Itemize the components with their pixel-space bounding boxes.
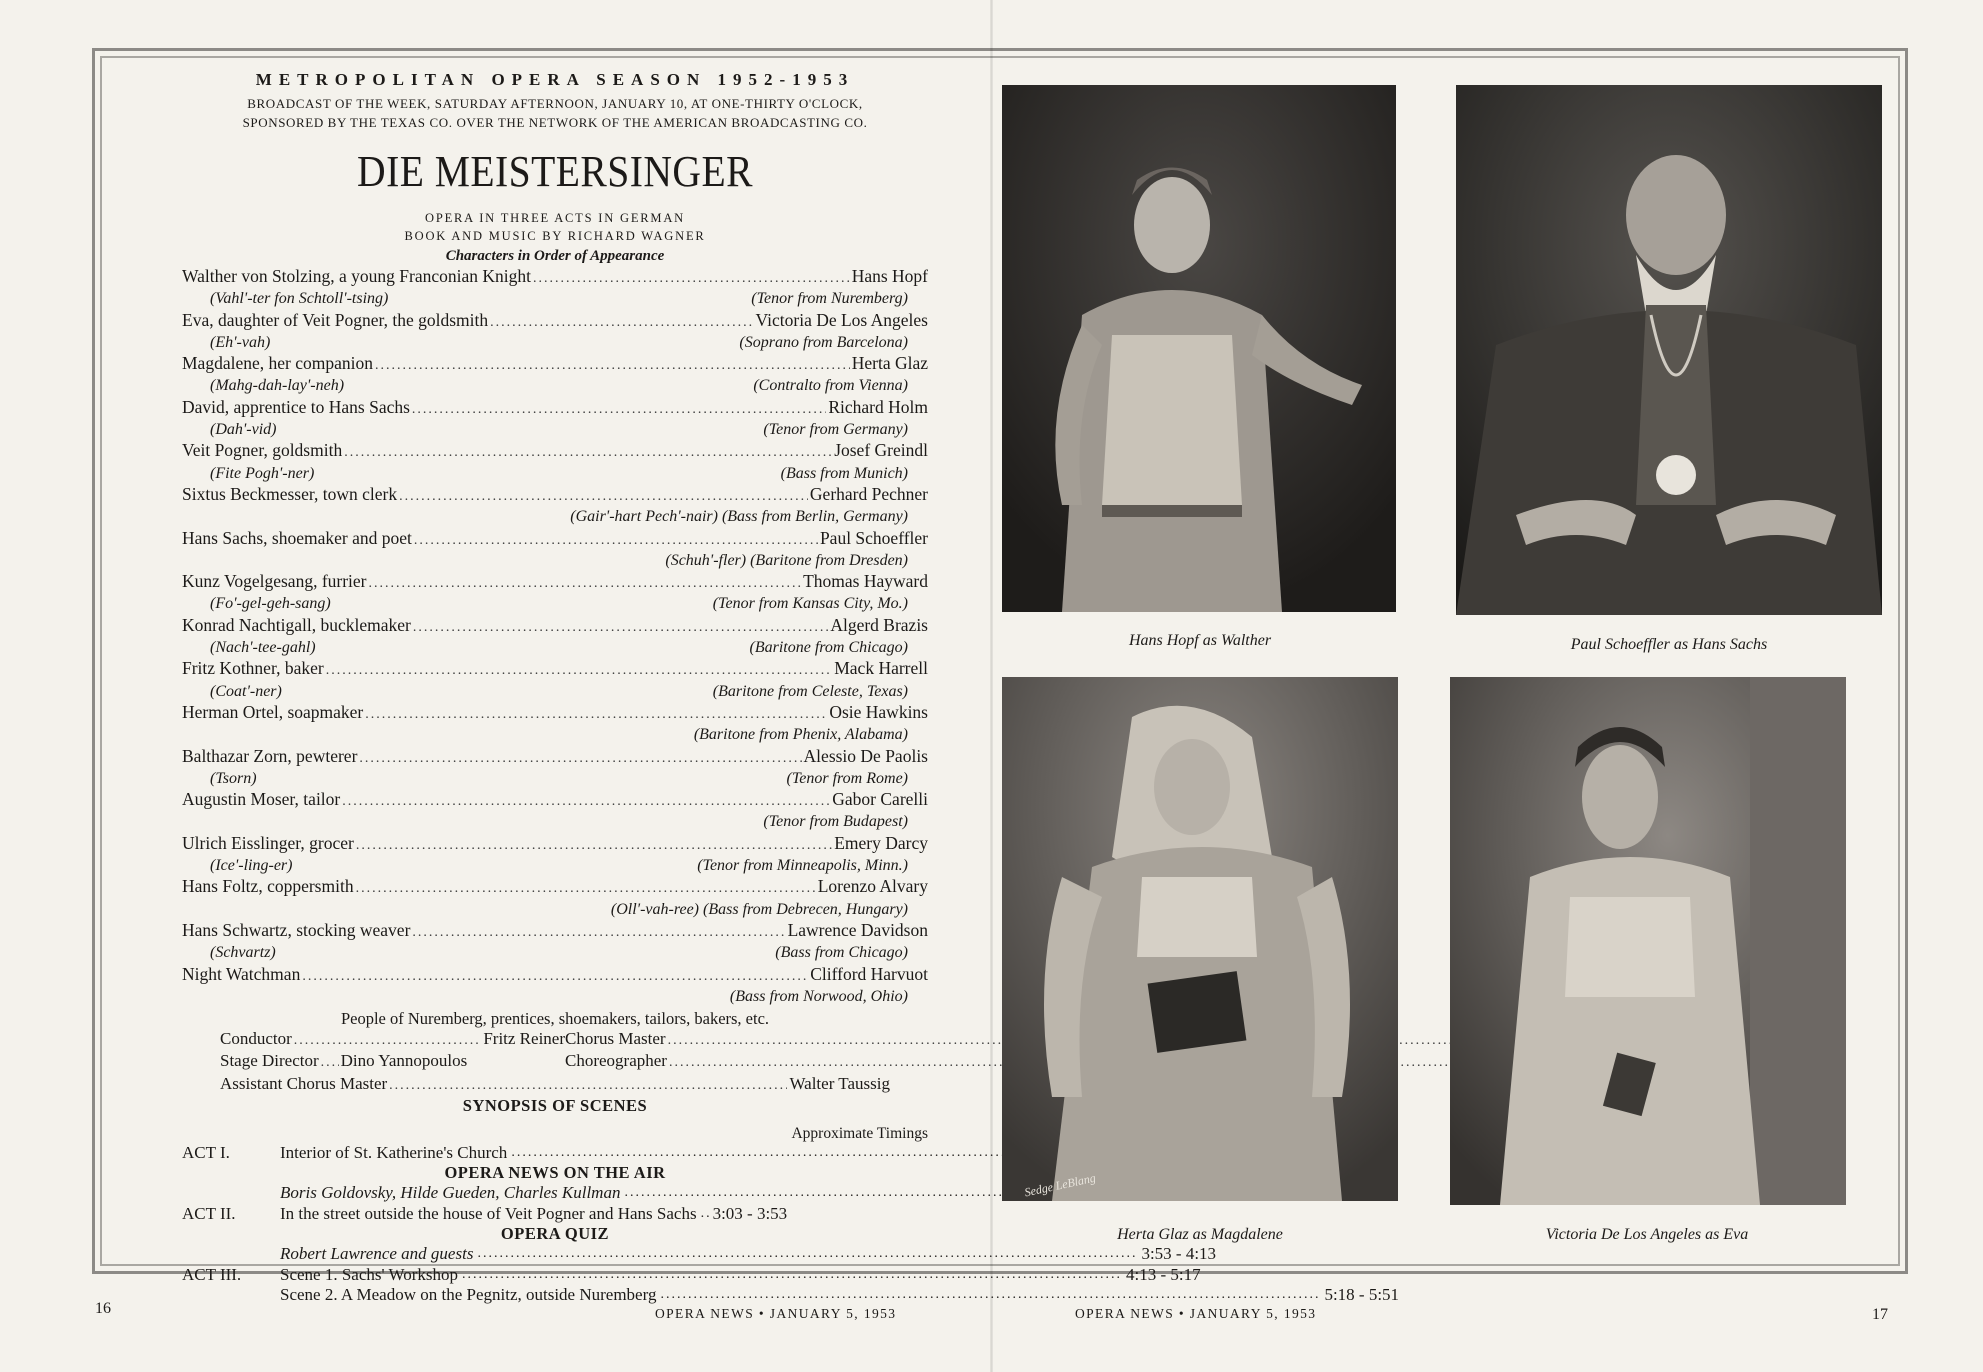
singer-name: Alessio De Paolis bbox=[803, 745, 928, 766]
cast-detail-row bbox=[182, 856, 928, 876]
pronunciation: (Tsorn) bbox=[210, 769, 257, 787]
chorus-master-label: Chorus Master bbox=[565, 1029, 666, 1049]
role-name: Kunz Vogelgesang, furrier bbox=[182, 571, 367, 592]
pronunciation: (Dah'-vid) bbox=[210, 421, 277, 439]
singer-origin: (Oll'-vah-ree) (Bass from Debrecen, Hungary) bbox=[610, 900, 908, 918]
role-name: Hans Schwartz, stocking weaver bbox=[182, 919, 411, 940]
cast-detail-row bbox=[182, 464, 928, 484]
caption-herta-glaz: Herta Glaz as Magdalene bbox=[1117, 1226, 1283, 1243]
act-2-row bbox=[182, 1204, 928, 1225]
opera-quiz-heading: OPERA QUIZ bbox=[500, 1224, 610, 1244]
role-name: Sixtus Beckmesser, town clerk bbox=[182, 483, 398, 504]
conductor-label: Conductor bbox=[220, 1029, 292, 1049]
leader-dots bbox=[412, 923, 785, 943]
opera-subtitle: OPERA IN THREE ACTS IN GERMAN bbox=[425, 211, 685, 225]
act-2-time: 3:03 - 3:53 bbox=[712, 1203, 788, 1223]
cast-row bbox=[182, 353, 928, 376]
singer-name: Gerhard Pechner bbox=[809, 483, 928, 504]
act-2-label: ACT II. bbox=[182, 1203, 236, 1223]
leader-dots bbox=[359, 749, 801, 769]
cast-row bbox=[182, 615, 928, 638]
photo-victoria-de-los-angeles bbox=[1450, 677, 1846, 1205]
leader-dots bbox=[344, 443, 832, 463]
running-head-left: OPERA NEWS • JANUARY 5, 1953 bbox=[655, 1306, 897, 1321]
singer-name: Herta Glaz bbox=[851, 353, 928, 374]
act-3-label: ACT III. bbox=[182, 1264, 242, 1284]
characters-heading: Characters in Order of Appearance bbox=[445, 248, 665, 264]
act-1-row bbox=[182, 1143, 928, 1164]
conductor-row bbox=[220, 1029, 565, 1051]
pronunciation: (Ice'-ling-er) bbox=[210, 857, 293, 875]
cast-row bbox=[182, 528, 928, 551]
singer-origin: (Tenor from Germany) bbox=[763, 421, 908, 439]
role-name: Eva, daughter of Veit Pogner, the goldsmith bbox=[182, 309, 489, 330]
on-the-air-row bbox=[182, 1183, 928, 1204]
photo-herta-glaz bbox=[1002, 677, 1398, 1201]
role-name: Balthazar Zorn, pewterer bbox=[182, 745, 358, 766]
leader-dots bbox=[399, 487, 808, 507]
singer-name: Gabor Carelli bbox=[832, 789, 928, 810]
cast-row bbox=[182, 702, 928, 725]
singer-origin: (Tenor from Minneapolis, Minn.) bbox=[697, 857, 908, 875]
on-the-air-heading: OPERA NEWS ON THE AIR bbox=[444, 1163, 666, 1183]
singer-origin: (Gair'-hart Pech'-nair) (Bass from Berlin, Germany) bbox=[570, 508, 908, 526]
cast-detail-row bbox=[182, 551, 928, 571]
cast-detail-row bbox=[182, 725, 928, 745]
cast-row bbox=[182, 876, 928, 899]
on-the-air-guests: Boris Goldovsky, Hilde Gueden, Charles Kullman bbox=[280, 1183, 621, 1203]
role-name: Hans Foltz, coppersmith bbox=[182, 876, 354, 897]
cast-list bbox=[182, 266, 928, 1007]
singer-origin: (Contralto from Vienna) bbox=[753, 377, 908, 395]
running-head-right: OPERA NEWS • JANUARY 5, 1953 bbox=[1075, 1306, 1317, 1321]
singer-origin: (Tenor from Nuremberg) bbox=[751, 290, 908, 308]
pronunciation: (Vahl'-ter fon Schtoll'-tsing) bbox=[210, 290, 389, 308]
act-1-scene: Interior of St. Katherine's Church bbox=[280, 1142, 508, 1162]
pronunciation: (Mahg-dah-lay'-neh) bbox=[210, 377, 345, 395]
singer-name: Victoria De Los Angeles bbox=[755, 309, 928, 330]
role-name: Walther von Stolzing, a young Franconian Knight bbox=[182, 266, 532, 286]
opera-quiz-time: 3:53 - 4:13 bbox=[1141, 1244, 1217, 1264]
pronunciation: (Fo'-gel-geh-sang) bbox=[210, 595, 331, 613]
page-number-left: 16 bbox=[95, 1300, 111, 1317]
choreographer-label: Choreographer bbox=[565, 1051, 667, 1071]
leader-dots bbox=[375, 356, 850, 376]
photo-paul-schoeffler bbox=[1456, 85, 1882, 615]
opera-title: DIE MEISTERSINGER bbox=[357, 147, 753, 196]
cast-row bbox=[182, 920, 928, 943]
pronunciation: (Eh'-vah) bbox=[210, 333, 271, 351]
opera-quiz-guests: Robert Lawrence and guests bbox=[280, 1244, 474, 1264]
caption-hans-hopf: Hans Hopf as Walther bbox=[1128, 632, 1272, 649]
act-3-scene-2: Scene 2. A Meadow on the Pegnitz, outside Nuremberg bbox=[280, 1285, 657, 1305]
cast-detail-row bbox=[182, 376, 928, 396]
singer-name: Mack Harrell bbox=[834, 658, 928, 679]
leader-dots bbox=[365, 705, 827, 725]
timings-label: Approximate Timings bbox=[791, 1124, 928, 1142]
broadcast-line-2: SPONSORED BY THE TEXAS CO. OVER THE NETWORK OF THE AMERICAN BROADCASTING CO. bbox=[242, 115, 868, 130]
role-name: Fritz Kothner, baker bbox=[182, 658, 324, 679]
cast-detail-row bbox=[182, 594, 928, 614]
stage-director-name: Dino Yannopoulos bbox=[340, 1051, 468, 1071]
leader-dots bbox=[413, 618, 828, 638]
act-2-scene: In the street outside the house of Veit Pogner and Hans Sachs bbox=[280, 1203, 697, 1223]
cast-row bbox=[182, 964, 928, 987]
singer-name: Josef Greindl bbox=[834, 440, 928, 461]
people-line: People of Nuremberg, prentices, shoemakers, tailors, bakers, etc. bbox=[340, 1009, 770, 1029]
cast-row bbox=[182, 746, 928, 769]
cast-row bbox=[182, 789, 928, 812]
cast-detail-row bbox=[182, 333, 928, 353]
cast-detail-row bbox=[182, 289, 928, 309]
role-name: Herman Ortel, soapmaker bbox=[182, 701, 364, 722]
role-name: Augustin Moser, tailor bbox=[182, 789, 341, 810]
singer-origin: (Bass from Norwood, Ohio) bbox=[729, 987, 908, 1005]
act-1-label: ACT I. bbox=[182, 1142, 230, 1162]
leader-dots bbox=[326, 661, 833, 681]
singer-name: Lawrence Davidson bbox=[787, 919, 928, 940]
stage-director-label: Stage Director bbox=[220, 1051, 319, 1071]
cast-detail-row bbox=[182, 769, 928, 789]
baritone-figure-image bbox=[1456, 85, 1882, 615]
broadcast-line-1: BROADCAST OF THE WEEK, SATURDAY AFTERNOON, JANUARY 10, AT ONE-THIRTY O'CLOCK, bbox=[247, 96, 863, 111]
photo-credit: Sedge LeBlang bbox=[1023, 1170, 1097, 1200]
role-name: Ulrich Eisslinger, grocer bbox=[182, 832, 354, 853]
singer-name: Paul Schoeffler bbox=[819, 527, 928, 548]
cast-detail-row bbox=[182, 420, 928, 440]
act-3-scene-2-row bbox=[182, 1285, 1400, 1306]
act-3-scene-2-time: 5:18 - 5:51 bbox=[1324, 1285, 1400, 1305]
caption-victoria-de-los-angeles: Victoria De Los Angeles as Eva bbox=[1545, 1226, 1749, 1243]
cast-detail-row bbox=[182, 682, 928, 702]
season-heading: METROPOLITAN OPERA SEASON 1952-1953 bbox=[255, 70, 855, 89]
singer-origin: (Baritone from Celeste, Texas) bbox=[712, 682, 908, 700]
cast-row bbox=[182, 833, 928, 856]
leader-dots bbox=[302, 967, 808, 987]
singer-name: Lorenzo Alvary bbox=[817, 876, 928, 897]
singer-origin: (Tenor from Kansas City, Mo.) bbox=[712, 595, 908, 613]
conductor-name: Fritz Reiner bbox=[483, 1029, 565, 1049]
singer-name: Clifford Harvuot bbox=[810, 963, 928, 984]
role-name: David, apprentice to Hans Sachs bbox=[182, 396, 410, 417]
cast-detail-row bbox=[182, 987, 928, 1007]
singer-origin: (Schuh'-fler) (Baritone from Dresden) bbox=[665, 551, 908, 569]
cast-detail-row bbox=[182, 812, 928, 832]
assistant-chorus-label: Assistant Chorus Master bbox=[220, 1073, 388, 1093]
singer-origin: (Tenor from Rome) bbox=[786, 769, 908, 787]
leader-dots bbox=[356, 879, 816, 899]
singer-name: Osie Hawkins bbox=[829, 701, 928, 722]
cast-row bbox=[182, 266, 928, 289]
page-number-right: 17 bbox=[1872, 1306, 1888, 1323]
stage-director-row bbox=[220, 1051, 565, 1073]
contralto-figure-image bbox=[1002, 677, 1398, 1201]
cast-row bbox=[182, 440, 928, 463]
cast-row bbox=[182, 571, 928, 594]
singer-name: Hans Hopf bbox=[851, 266, 928, 286]
act-3-scene-1: Scene 1. Sachs' Workshop bbox=[280, 1264, 458, 1284]
tenor-figure-image bbox=[1002, 85, 1396, 612]
singer-name: Thomas Hayward bbox=[803, 571, 928, 592]
singer-origin: (Bass from Munich) bbox=[780, 464, 908, 482]
act-3-scene-1-time: 4:13 - 5:17 bbox=[1125, 1264, 1201, 1284]
leader-dots bbox=[412, 400, 826, 420]
singer-origin: (Baritone from Chicago) bbox=[749, 639, 908, 657]
pronunciation: (Nach'-tee-gahl) bbox=[210, 639, 316, 657]
cast-detail-row bbox=[182, 900, 928, 920]
leader-dots bbox=[490, 313, 753, 333]
staff-block bbox=[182, 1029, 928, 1074]
singer-origin: (Soprano from Barcelona) bbox=[739, 333, 908, 351]
leader-dots bbox=[356, 836, 832, 856]
leader-dots bbox=[369, 574, 802, 594]
role-name: Night Watchman bbox=[182, 963, 301, 984]
assistant-chorus-row bbox=[182, 1074, 928, 1096]
cast-detail-row bbox=[182, 943, 928, 963]
role-name: Veit Pogner, goldsmith bbox=[182, 440, 343, 461]
cast-row bbox=[182, 658, 928, 681]
cast-row bbox=[182, 310, 928, 333]
singer-origin: (Bass from Chicago) bbox=[775, 944, 908, 962]
cast-row bbox=[182, 484, 928, 507]
leader-dots bbox=[342, 792, 830, 812]
pronunciation: (Schvartz) bbox=[210, 944, 276, 962]
opera-credit: BOOK AND MUSIC BY RICHARD WAGNER bbox=[404, 229, 706, 243]
cast-row bbox=[182, 397, 928, 420]
pronunciation: (Coat'-ner) bbox=[210, 682, 282, 700]
synopsis-heading: SYNOPSIS OF SCENES bbox=[462, 1095, 648, 1115]
role-name: Hans Sachs, shoemaker and poet bbox=[182, 527, 412, 548]
cast-detail-row bbox=[182, 638, 928, 658]
pronunciation: (Fite Pogh'-ner) bbox=[210, 464, 315, 482]
assistant-chorus-name: Walter Taussig bbox=[789, 1073, 890, 1093]
singer-origin: (Tenor from Budapest) bbox=[763, 813, 908, 831]
singer-name: Richard Holm bbox=[828, 396, 928, 417]
spine-gutter bbox=[990, 0, 993, 1372]
role-name: Konrad Nachtigall, bucklemaker bbox=[182, 614, 411, 635]
leader-dots bbox=[414, 531, 818, 551]
cast-detail-row bbox=[182, 507, 928, 527]
photo-hans-hopf bbox=[1002, 85, 1396, 612]
singer-name: Emery Darcy bbox=[834, 832, 928, 853]
act-3-scene-1-row bbox=[182, 1264, 1201, 1286]
singer-name: Algerd Brazis bbox=[830, 614, 928, 635]
leader-dots bbox=[533, 269, 850, 289]
caption-paul-schoeffler: Paul Schoeffler as Hans Sachs bbox=[1570, 636, 1768, 653]
singer-origin: (Baritone from Phenix, Alabama) bbox=[693, 726, 908, 744]
soprano-figure-image bbox=[1450, 677, 1846, 1205]
role-name: Magdalene, her companion bbox=[182, 353, 373, 374]
opera-quiz-row bbox=[182, 1244, 1217, 1265]
